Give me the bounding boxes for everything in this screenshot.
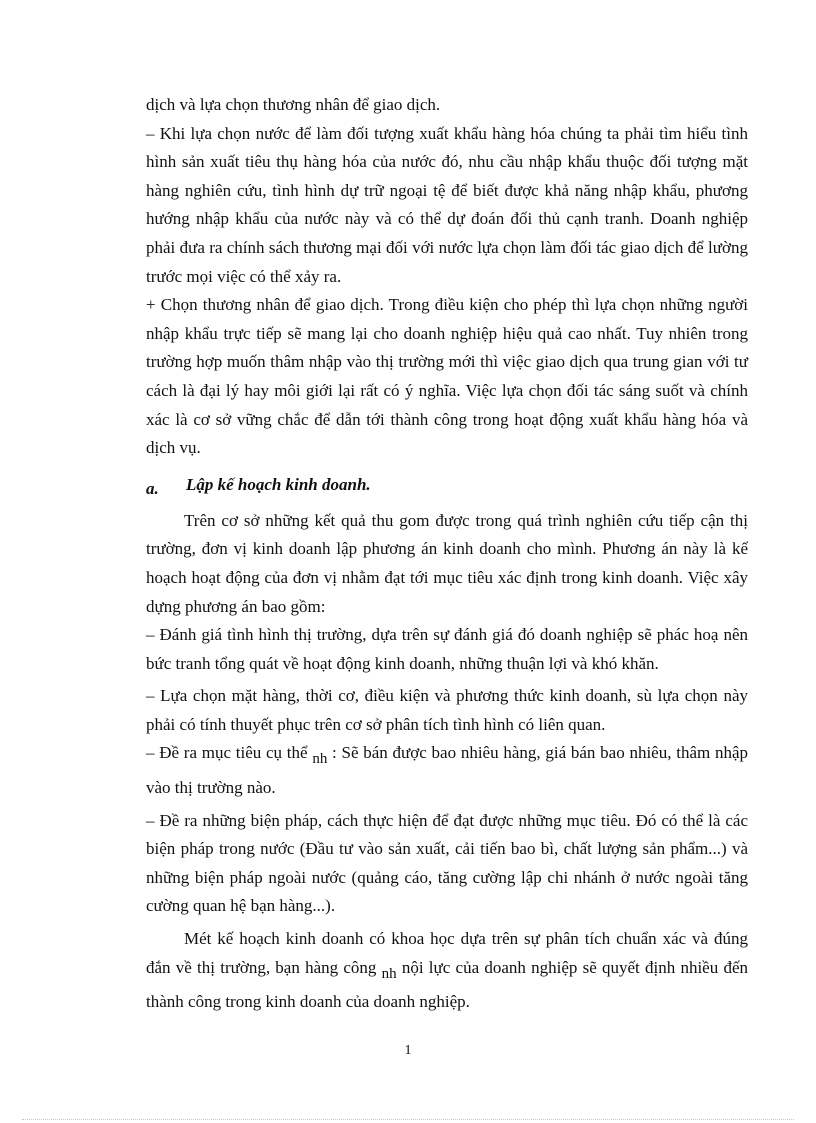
section-heading-letter: a. [146, 478, 159, 498]
paragraph-1: dịch và lựa chọn thương nhân để giao dịch. [146, 95, 441, 114]
paragraph-8: – Đề ra những biện pháp, cách thực hiện để đạt được những mục tiêu. Đó có thể là các biện pháp trong nước (Đầu tư vào sản xuất, cải tiến bao bì, chất lượng sản phẩm...) và những biện pháp ngoài nước (quảng cáo, tăng cường lập chi nhánh ở nước ngoài tăng cường quan hệ bạn hàng...). [146, 810, 748, 916]
paragraph-3: + Chọn thương nhân để giao dịch. Trong điều kiện cho phép thì lựa chọn những người nhập khẩu trực tiếp sẽ mang lại cho doanh nghiệp hiệu quả cao nhất. Tuy nhiên trong trường hợp muốn thâm nhập vào thị trường mới thì việc giao dịch qua trung gian với tư cách là đại lý hay môi giới lại rất có ý nghĩa. Việc lựa chọn đối tác sáng suốt và chính xác là cơ sở vững chắc để dẫn tới thành công trong hoạt động xuất khẩu hàng hóa và dịch vụ. [146, 295, 748, 458]
paragraph-5: – Đánh giá tình hình thị trường, dựa trên sự đánh giá đó doanh nghiệp sẽ phác hoạ nên bức tranh tổng quát về hoạt động kinh doanh, những thuận lợi và khó khăn. [146, 625, 748, 673]
paragraph-2: – Khi lựa chọn nước để làm đối tượng xuất khẩu hàng hóa chúng ta phải tìm hiểu tình hình sản xuất tiêu thụ hàng hóa của nước đó, nhu cầu nhập khẩu thuộc đối tượng mặt hàng nghiên cứu, tình hình dự trữ ngoại tệ để biết được khả năng nhập khẩu, phương hướng nhập khẩu của nước này và có thể dự đoán đối thủ cạnh tranh. Doanh nghiệp phải đưa ra chính sách thương mại đối với nước lựa chọn làm đối tác giao dịch để lường trước mọi việc có thể xảy ra. [146, 123, 748, 286]
paragraph-6: – Lựa chọn mặt hàng, thời cơ, điều kiện và phương thức kinh doanh, sù lựa chọn này phải có tính thuyết phục trên cơ sở phân tích tình hình có liên quan. [146, 686, 748, 734]
footer-divider [22, 1119, 794, 1120]
page-number: 1 [404, 1043, 412, 1058]
paragraph-9-start: Mét kế hoạch kinh doanh có khoa học dựa trên sự phân tích chuẩn xác và đúng đắn về thị trường, bạn hàng công [146, 929, 748, 977]
paragraph-7-start: – Đề ra mục tiêu cụ thể [146, 743, 313, 763]
paragraph-7-subscript: nh [312, 751, 328, 768]
document-body [146, 91, 748, 1017]
paragraph-7-end: : Sẽ bán được bao nhiêu hàng, giá bán bao nhiêu, thâm nhập vào thị trường nào. [146, 743, 749, 798]
section-heading-title: Lập kế hoạch kinh doanh. [186, 474, 371, 494]
paragraph-9 [146, 925, 748, 1017]
section-heading [146, 471, 748, 501]
paragraph-7 [146, 739, 748, 802]
paragraph-9-subscript: nh [381, 965, 397, 982]
paragraph-9-end: nội lực của doanh nghiệp sẽ quyết định nhiều đến thành công trong kinh doanh của doanh nghiệp. [146, 957, 749, 1012]
paragraph-4: Trên cơ sở những kết quả thu gom được trong quá trình nghiên cứu tiếp cận thị trường, đơn vị kinh doanh lập phương án kinh doanh cho mình. Phương án này là kế hoạch hoạt động của đơn vị nhằm đạt tới mục tiêu xác định trong kinh doanh. Việc xây dựng phương án bao gồm: [146, 510, 748, 616]
